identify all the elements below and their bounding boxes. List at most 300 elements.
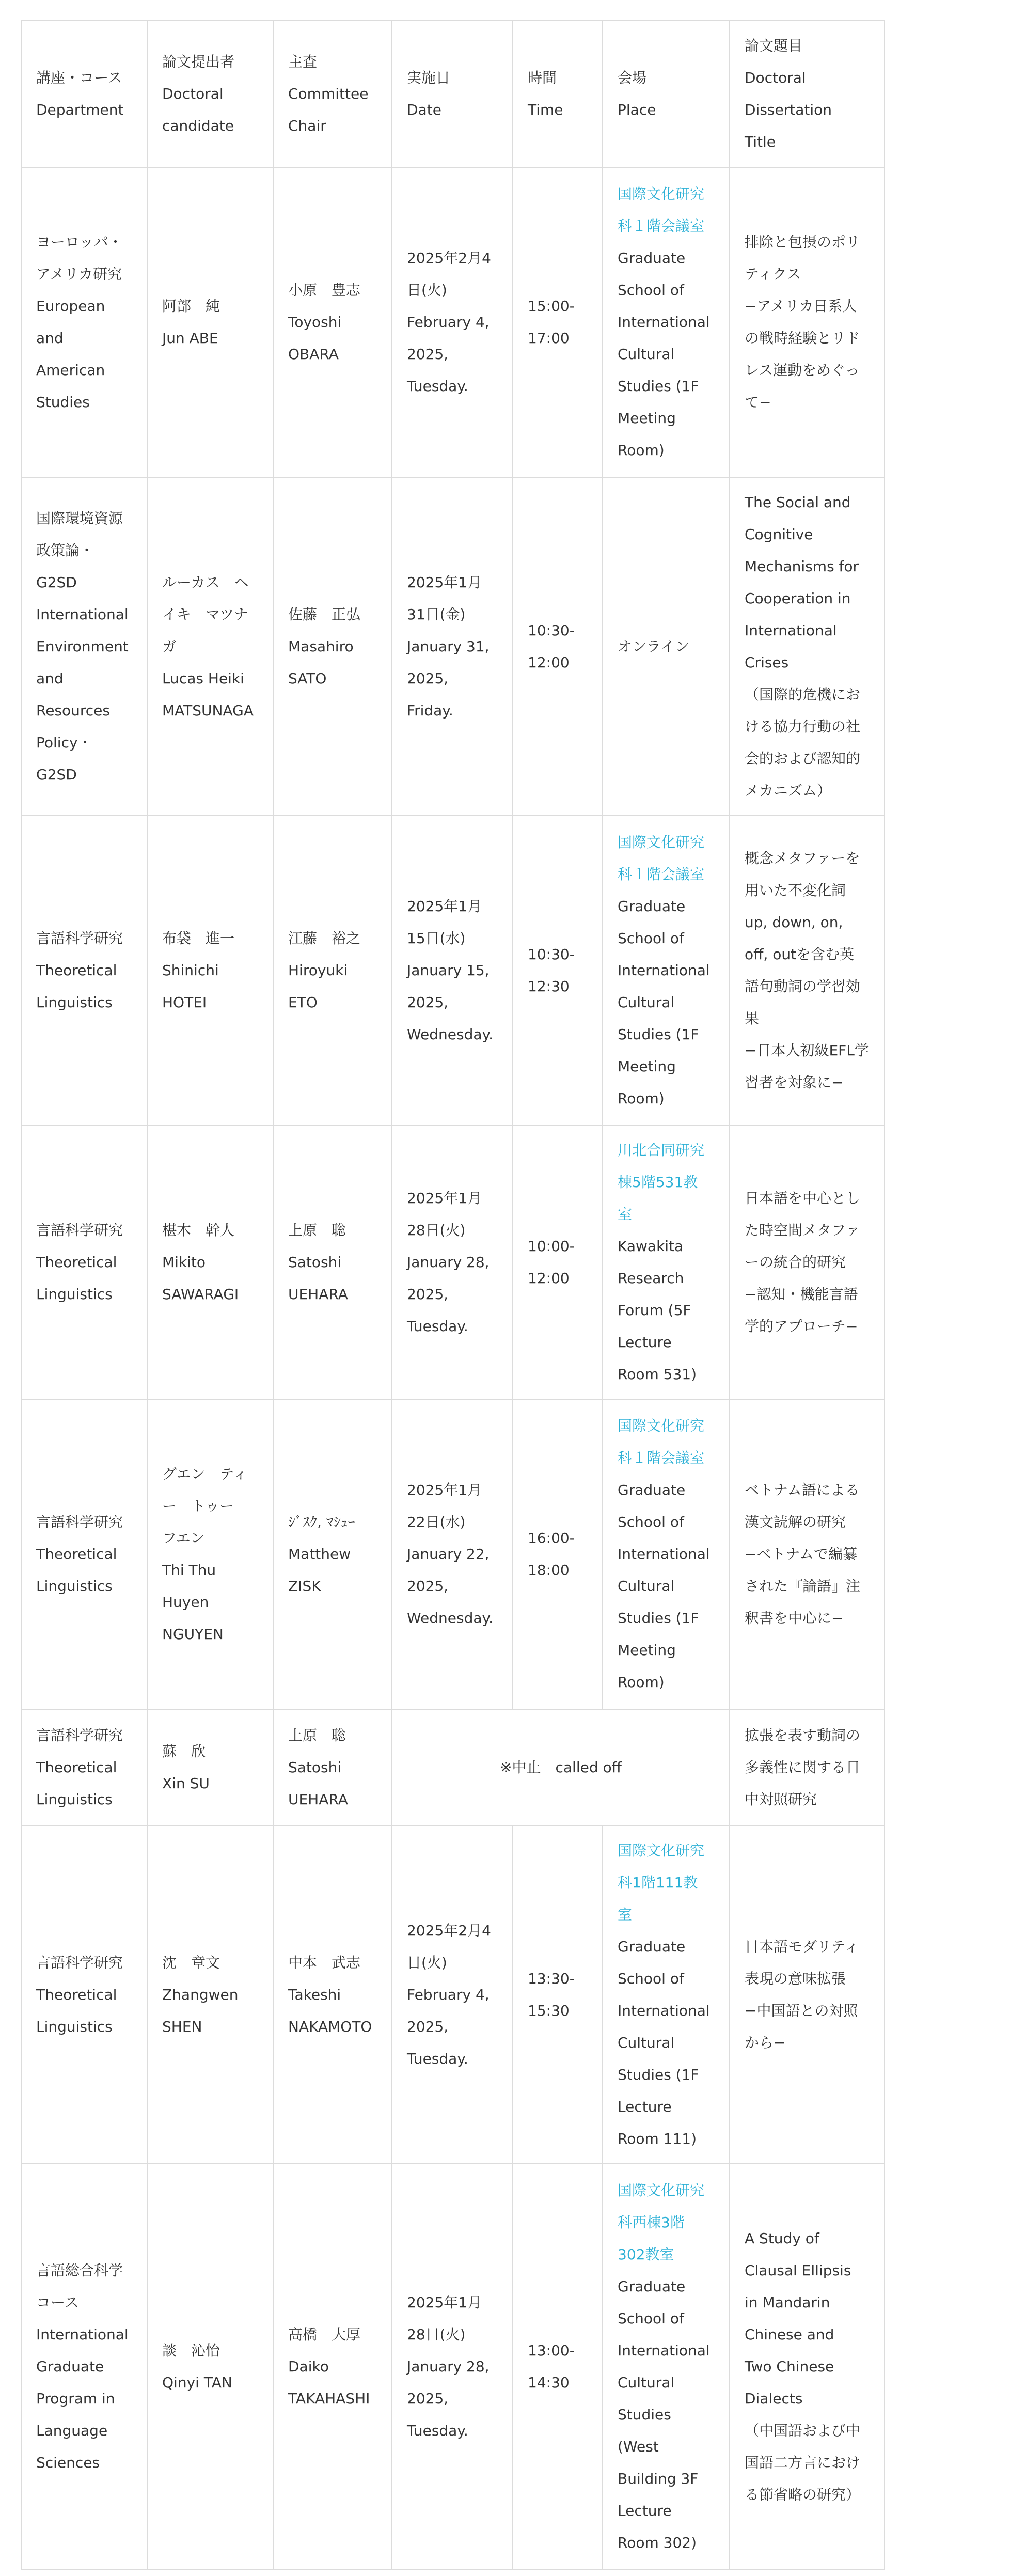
header-time [513, 20, 603, 167]
department-line: ヨーロッパ・ [36, 233, 123, 251]
chair-line: Daiko [288, 2358, 329, 2375]
candidate-cell [147, 1399, 273, 1709]
candidate-line: Xin SU [162, 1774, 210, 1792]
candidate-line: MATSUNAGA [162, 701, 254, 719]
department-line: Theoretical [36, 962, 117, 979]
candidate-line: Lucas Heiki [162, 669, 244, 687]
place-line: International [618, 314, 710, 331]
header-line: candidate [162, 117, 234, 134]
title-line: 表現の意味拡張 [745, 1970, 846, 1987]
title-line: の戦時経験とリド [745, 330, 861, 347]
title-line: −日本人初級EFL学 [745, 1042, 869, 1059]
place-link[interactable]: 川北合同研究 [618, 1142, 705, 1159]
chair-line: OBARA [288, 346, 339, 363]
title-line: International [745, 621, 837, 639]
department-line: G2SD [36, 766, 77, 783]
date-line: 2025, [407, 1578, 449, 1595]
date-line: 2025, [407, 2018, 449, 2035]
place-line: Studies (1F [618, 1026, 699, 1043]
place-line: Lecture [618, 1334, 672, 1351]
header-line: Time [528, 101, 563, 118]
chair-line: 江藤 裕之 [288, 930, 361, 947]
title-line: Two Chinese [745, 2358, 834, 2375]
date-line: January 28, [407, 2358, 490, 2375]
place-link[interactable]: 国際文化研究 [618, 834, 705, 851]
place-line: Cultural [618, 994, 675, 1011]
candidate-line: 椹木 幹人 [162, 1222, 235, 1239]
title-line: メカニズム） [745, 782, 832, 799]
department-line: Linguistics [36, 2018, 113, 2035]
place-line: Room) [618, 1674, 665, 1691]
title-cell [730, 1399, 885, 1709]
title-line: ティクス [745, 266, 801, 283]
place-line: Cultural [618, 346, 675, 363]
date-line: 日(火) [407, 282, 447, 299]
department-line: 言語科学研究 [36, 1954, 123, 1971]
chair-line: Masahiro [288, 637, 354, 655]
candidate-cell [147, 1126, 273, 1399]
department-cell [21, 167, 147, 477]
table-row [21, 1126, 885, 1399]
table-row [21, 816, 885, 1126]
place-line: School of [618, 2309, 684, 2327]
defense-schedule-table [21, 20, 885, 2570]
header-date [392, 20, 513, 167]
chair-line: NAKAMOTO [288, 2018, 372, 2035]
candidate-line: SHEN [162, 2018, 202, 2035]
candidate-line: 蘇 欣 [162, 1742, 206, 1760]
candidate-line: HOTEI [162, 994, 207, 1011]
place-line: Room 111) [618, 2130, 697, 2147]
department-cell [21, 816, 147, 1126]
date-line: 15日(水) [407, 930, 466, 947]
candidate-cell [147, 167, 273, 477]
place-link[interactable]: 国際文化研究 [618, 1841, 705, 1859]
header-department [21, 20, 147, 167]
candidate-line: Qinyi TAN [162, 2374, 232, 2391]
chair-line: Hiroyuki [288, 962, 348, 979]
title-line: −アメリカ日系人 [745, 298, 857, 315]
date-line: 2025年1月 [407, 898, 482, 915]
place-cell [603, 477, 730, 816]
candidate-line: SAWARAGI [162, 1286, 239, 1303]
department-cell [21, 1825, 147, 2164]
place-link[interactable]: 科西棟3階 [618, 2213, 685, 2231]
department-line: 言語総合科学 [36, 2261, 123, 2279]
time-line: 12:30 [528, 978, 570, 995]
candidate-line: ー トゥー [162, 1497, 234, 1515]
chair-cell [273, 167, 392, 477]
department-line: Language [36, 2422, 108, 2439]
department-line: Theoretical [36, 1986, 117, 2003]
department-cell [21, 1709, 147, 1825]
called-off-cell [392, 1709, 730, 1825]
date-cell [392, 1126, 513, 1399]
title-line: 語句動詞の学習効 [745, 978, 861, 995]
title-line: 学的アプローチ− [745, 1318, 858, 1335]
title-line: から− [745, 2034, 786, 2051]
department-line: コース [36, 2293, 79, 2311]
date-line: 2025年1月 [407, 1190, 482, 1207]
title-cell [730, 816, 885, 1126]
title-line: 果 [745, 1010, 760, 1027]
place-link[interactable]: 科１階会議室 [618, 1449, 705, 1466]
department-line: G2SD [36, 573, 77, 591]
department-line: アメリカ研究 [36, 266, 122, 283]
department-line: American [36, 362, 105, 379]
department-line: Linguistics [36, 1790, 113, 1808]
place-line: Cultural [618, 2034, 675, 2051]
place-link[interactable]: 国際文化研究 [618, 2181, 705, 2199]
time-line: 16:00- [528, 1529, 575, 1547]
place-cell [603, 816, 730, 1126]
place-line: Studies (1F [618, 378, 699, 395]
title-line: て− [745, 394, 771, 411]
date-line: January 22, [407, 1545, 490, 1563]
table-row [21, 477, 885, 816]
place-line: Cultural [618, 2374, 675, 2391]
place-link[interactable]: 科１階会議室 [618, 866, 705, 883]
chair-cell [273, 477, 392, 816]
date-line: 2025, [407, 669, 449, 687]
date-line: 2025, [407, 994, 449, 1011]
department-line: 政策論・ [36, 541, 94, 559]
date-line: 31日(金) [407, 605, 466, 623]
date-line: 2025年1月 [407, 2293, 482, 2311]
date-line: 2025年1月 [407, 573, 482, 591]
title-line: Dialects [745, 2390, 803, 2407]
date-cell [392, 816, 513, 1126]
title-line: in Mandarin [745, 2293, 830, 2311]
candidate-line: 沈 章文 [162, 1954, 220, 1971]
title-cell [730, 1825, 885, 2164]
time-cell [513, 1126, 603, 1399]
date-line: Tuesday. [407, 2050, 468, 2067]
header-title [730, 20, 885, 167]
candidate-line: Shinichi [162, 962, 219, 979]
department-line: Linguistics [36, 1286, 113, 1303]
department-line: Linguistics [36, 1578, 113, 1595]
title-cell [730, 1709, 885, 1825]
chair-line: Toyoshi [288, 314, 342, 331]
date-cell [392, 1399, 513, 1709]
date-line: 2025, [407, 346, 449, 363]
candidate-line: NGUYEN [162, 1626, 224, 1643]
chair-line: ｼﾞｽｸ, ﾏｼｭｰ [288, 1513, 355, 1531]
candidate-line: Thi Thu [162, 1562, 216, 1579]
table-row [21, 2164, 885, 2569]
department-line: International [36, 605, 129, 623]
candidate-line: Huyen [162, 1594, 209, 1611]
place-line: Building 3F [618, 2470, 699, 2487]
candidate-line: フエン [162, 1529, 205, 1547]
candidate-cell [147, 1825, 273, 2164]
date-line: 2025, [407, 1286, 449, 1303]
header-candidate [147, 20, 273, 167]
date-line: 2025年1月 [407, 1481, 482, 1498]
place-line: Cultural [618, 1578, 675, 1595]
chair-line: UEHARA [288, 1286, 348, 1303]
place-line: Room 302) [618, 2534, 697, 2551]
chair-cell [273, 1126, 392, 1399]
header-line: Department [36, 101, 124, 118]
chair-line: Takeshi [288, 1986, 341, 2003]
header-line: Doctoral [162, 85, 224, 102]
title-line: ーの統合的研究 [745, 1254, 846, 1271]
place-line: School of [618, 930, 684, 947]
date-line: 2025年2月4 [407, 249, 491, 267]
candidate-line: ルーカス ヘ [162, 573, 249, 591]
place-link[interactable]: 科1階111教 [618, 1874, 698, 1891]
place-line: Graduate [618, 1938, 686, 1955]
place-line: オンライン [618, 637, 690, 655]
place-line: Kawakita [618, 1238, 684, 1255]
date-line: 28日(火) [407, 2325, 466, 2343]
place-line: Forum (5F [618, 1302, 691, 1319]
place-line: Graduate [618, 249, 686, 267]
place-line: Research [618, 1270, 684, 1287]
date-cell [392, 167, 513, 477]
department-line: 国際環境資源 [36, 509, 123, 527]
chair-line: Satoshi [288, 1758, 342, 1776]
title-line: Crises [745, 653, 789, 671]
title-cell [730, 2164, 885, 2569]
chair-line: Satoshi [288, 1254, 342, 1271]
place-line: Lecture [618, 2502, 672, 2519]
title-line: 漢文読解の研究 [745, 1513, 846, 1531]
date-line: 日(火) [407, 1954, 447, 1971]
place-line: International [618, 1545, 710, 1563]
chair-line: 高橋 大厚 [288, 2325, 361, 2343]
date-line: Friday. [407, 701, 453, 719]
schedule-table-container [21, 20, 885, 2570]
date-line: Tuesday. [407, 2422, 468, 2439]
place-line: International [618, 962, 710, 979]
date-cell [392, 477, 513, 816]
candidate-line: グエン ティ [162, 1465, 248, 1482]
time-line: 13:00- [528, 2341, 575, 2359]
place-line: Graduate [618, 1481, 686, 1498]
chair-line: UEHARA [288, 1790, 348, 1808]
place-line: Studies (1F [618, 2066, 699, 2083]
chair-line: SATO [288, 669, 327, 687]
chair-line: TAKAHASHI [288, 2390, 370, 2407]
header-chair [273, 20, 392, 167]
called-off-notice: ※中止 called off [500, 1758, 622, 1776]
department-line: 言語科学研究 [36, 1726, 123, 1744]
place-cell [603, 1825, 730, 2164]
department-line: Theoretical [36, 1254, 117, 1271]
department-line: Linguistics [36, 994, 113, 1011]
title-line: された『論語』注 [745, 1578, 861, 1595]
chair-cell [273, 816, 392, 1126]
chair-line: 中本 武志 [288, 1954, 361, 1971]
place-cell [603, 167, 730, 477]
place-line: School of [618, 1970, 684, 1987]
time-cell [513, 2164, 603, 2569]
time-cell [513, 167, 603, 477]
table-row [21, 1709, 885, 1825]
title-line: 用いた不変化詞 [745, 882, 846, 899]
chair-cell [273, 1709, 392, 1825]
chair-line: 上原 聡 [288, 1222, 346, 1239]
chair-line: 小原 豊志 [288, 282, 361, 299]
date-cell [392, 1825, 513, 2164]
department-line: Studies [36, 394, 90, 411]
department-line: and [36, 330, 64, 347]
title-line: 多義性に関する日 [745, 1758, 861, 1776]
candidate-line: Zhangwen [162, 1986, 239, 2003]
place-cell [603, 1399, 730, 1709]
title-line: 日本語モダリティ [745, 1938, 859, 1955]
department-line: European [36, 298, 105, 315]
place-link[interactable]: 国際文化研究 [618, 1417, 705, 1434]
header-line: 実施日 [407, 69, 451, 86]
department-line: Program in [36, 2390, 115, 2407]
title-line: （国際的危機にお [745, 685, 861, 703]
table-row [21, 167, 885, 477]
table-header-row [21, 20, 885, 167]
header-line: 会場 [618, 69, 647, 86]
candidate-line: Mikito [162, 1254, 206, 1271]
table-row [21, 1399, 885, 1709]
place-line: Lecture [618, 2098, 672, 2115]
department-line: Theoretical [36, 1545, 117, 1563]
chair-cell [273, 2164, 392, 2569]
place-line: Room) [618, 1090, 665, 1107]
title-line: Cooperation in [745, 589, 851, 607]
chair-line: ZISK [288, 1578, 321, 1595]
title-line: 習者を対象に− [745, 1074, 844, 1091]
time-line: 10:00- [528, 1238, 575, 1255]
date-line: Tuesday. [407, 378, 468, 395]
header-line: 講座・コース [36, 69, 122, 86]
date-line: Wednesday. [407, 1026, 494, 1043]
department-line: 言語科学研究 [36, 930, 123, 947]
header-line: Place [618, 101, 656, 118]
title-line: −中国語との対照 [745, 2002, 858, 2019]
title-line: Cognitive [745, 525, 813, 543]
header-line: 論文提出者 [162, 53, 235, 70]
date-line: 2025, [407, 2390, 449, 2407]
place-link[interactable]: 国際文化研究 [618, 185, 705, 202]
department-line: Theoretical [36, 1758, 117, 1776]
table-row [21, 1825, 885, 2164]
department-cell [21, 1126, 147, 1399]
department-line: Graduate [36, 2358, 104, 2375]
title-line: （中国語および中 [745, 2422, 861, 2439]
date-line: February 4, [407, 314, 490, 331]
header-line: 主査 [288, 53, 318, 70]
place-link[interactable]: 302教室 [618, 2245, 674, 2263]
place-line: Room 531) [618, 1366, 697, 1383]
chair-line: 上原 聡 [288, 1726, 346, 1744]
place-line: Meeting [618, 1642, 676, 1659]
header-place [603, 20, 730, 167]
time-line: 10:30- [528, 621, 575, 639]
place-link[interactable]: 室 [618, 1206, 633, 1223]
title-line: −ベトナムで編纂 [745, 1545, 858, 1563]
title-line: た時空間メタファ [745, 1222, 860, 1239]
title-line: 中対照研究 [745, 1790, 817, 1808]
title-line: up, down, on, [745, 914, 843, 931]
department-line: International [36, 2325, 129, 2343]
header-line: Title [745, 133, 776, 150]
place-cell [603, 2164, 730, 2569]
chair-line: 佐藤 正弘 [288, 605, 361, 623]
place-line: Meeting [618, 1058, 676, 1075]
title-line: 釈書を中心に− [745, 1610, 844, 1627]
place-cell [603, 1126, 730, 1399]
time-cell [513, 816, 603, 1126]
title-line: The Social and [745, 493, 851, 511]
date-line: 28日(火) [407, 1222, 466, 1239]
chair-line: ETO [288, 994, 318, 1011]
department-cell [21, 477, 147, 816]
date-line: 22日(水) [407, 1513, 466, 1531]
date-line: 2025年2月4 [407, 1922, 491, 1939]
header-line: Chair [288, 117, 326, 134]
time-line: 14:30 [528, 2374, 570, 2391]
candidate-line: 布袋 進一 [162, 930, 235, 947]
date-line: January 15, [407, 962, 490, 979]
title-line: Clausal Ellipsis [745, 2261, 851, 2279]
time-cell [513, 1825, 603, 2164]
place-line: Graduate [618, 898, 686, 915]
department-cell [21, 2164, 147, 2569]
place-line: Room) [618, 442, 665, 459]
place-line: (West [618, 2438, 659, 2455]
candidate-line: Jun ABE [162, 330, 218, 347]
date-cell [392, 2164, 513, 2569]
date-line: January 28, [407, 1254, 490, 1271]
header-line: 論文題目 [745, 37, 803, 54]
date-line: Tuesday. [407, 1318, 468, 1335]
header-line: Dissertation [745, 101, 832, 118]
title-line: 国語二方言におけ [745, 2454, 861, 2471]
department-line: Sciences [36, 2454, 100, 2471]
place-link[interactable]: 室 [618, 1906, 633, 1923]
title-line: 会的および認知的 [745, 750, 861, 767]
candidate-cell [147, 1709, 273, 1825]
department-line: Resources [36, 701, 110, 719]
time-line: 15:00- [528, 298, 575, 315]
time-line: 10:30- [528, 946, 575, 963]
title-cell [730, 167, 885, 477]
time-line: 17:00 [528, 330, 570, 347]
place-line: School of [618, 1513, 684, 1531]
title-cell [730, 1126, 885, 1399]
header-line: Date [407, 101, 441, 118]
time-line: 15:30 [528, 2002, 570, 2019]
place-line: International [618, 2002, 710, 2019]
time-line: 18:00 [528, 1562, 570, 1579]
title-line: ベトナム語による [745, 1481, 860, 1498]
place-link[interactable]: 科１階会議室 [618, 217, 705, 235]
candidate-cell [147, 2164, 273, 2569]
title-line: Chinese and [745, 2325, 834, 2343]
chair-cell [273, 1825, 392, 2164]
title-line: A Study of [745, 2229, 819, 2247]
place-link[interactable]: 棟5階531教 [618, 1174, 698, 1191]
place-line: Studies [618, 2406, 671, 2423]
title-line: −認知・機能言語 [745, 1286, 858, 1303]
candidate-line: 阿部 純 [162, 298, 220, 315]
header-line: 時間 [528, 69, 557, 86]
place-line: Studies (1F [618, 1610, 699, 1627]
place-line: Graduate [618, 2277, 686, 2295]
title-line: 排除と包摂のポリ [745, 233, 861, 251]
